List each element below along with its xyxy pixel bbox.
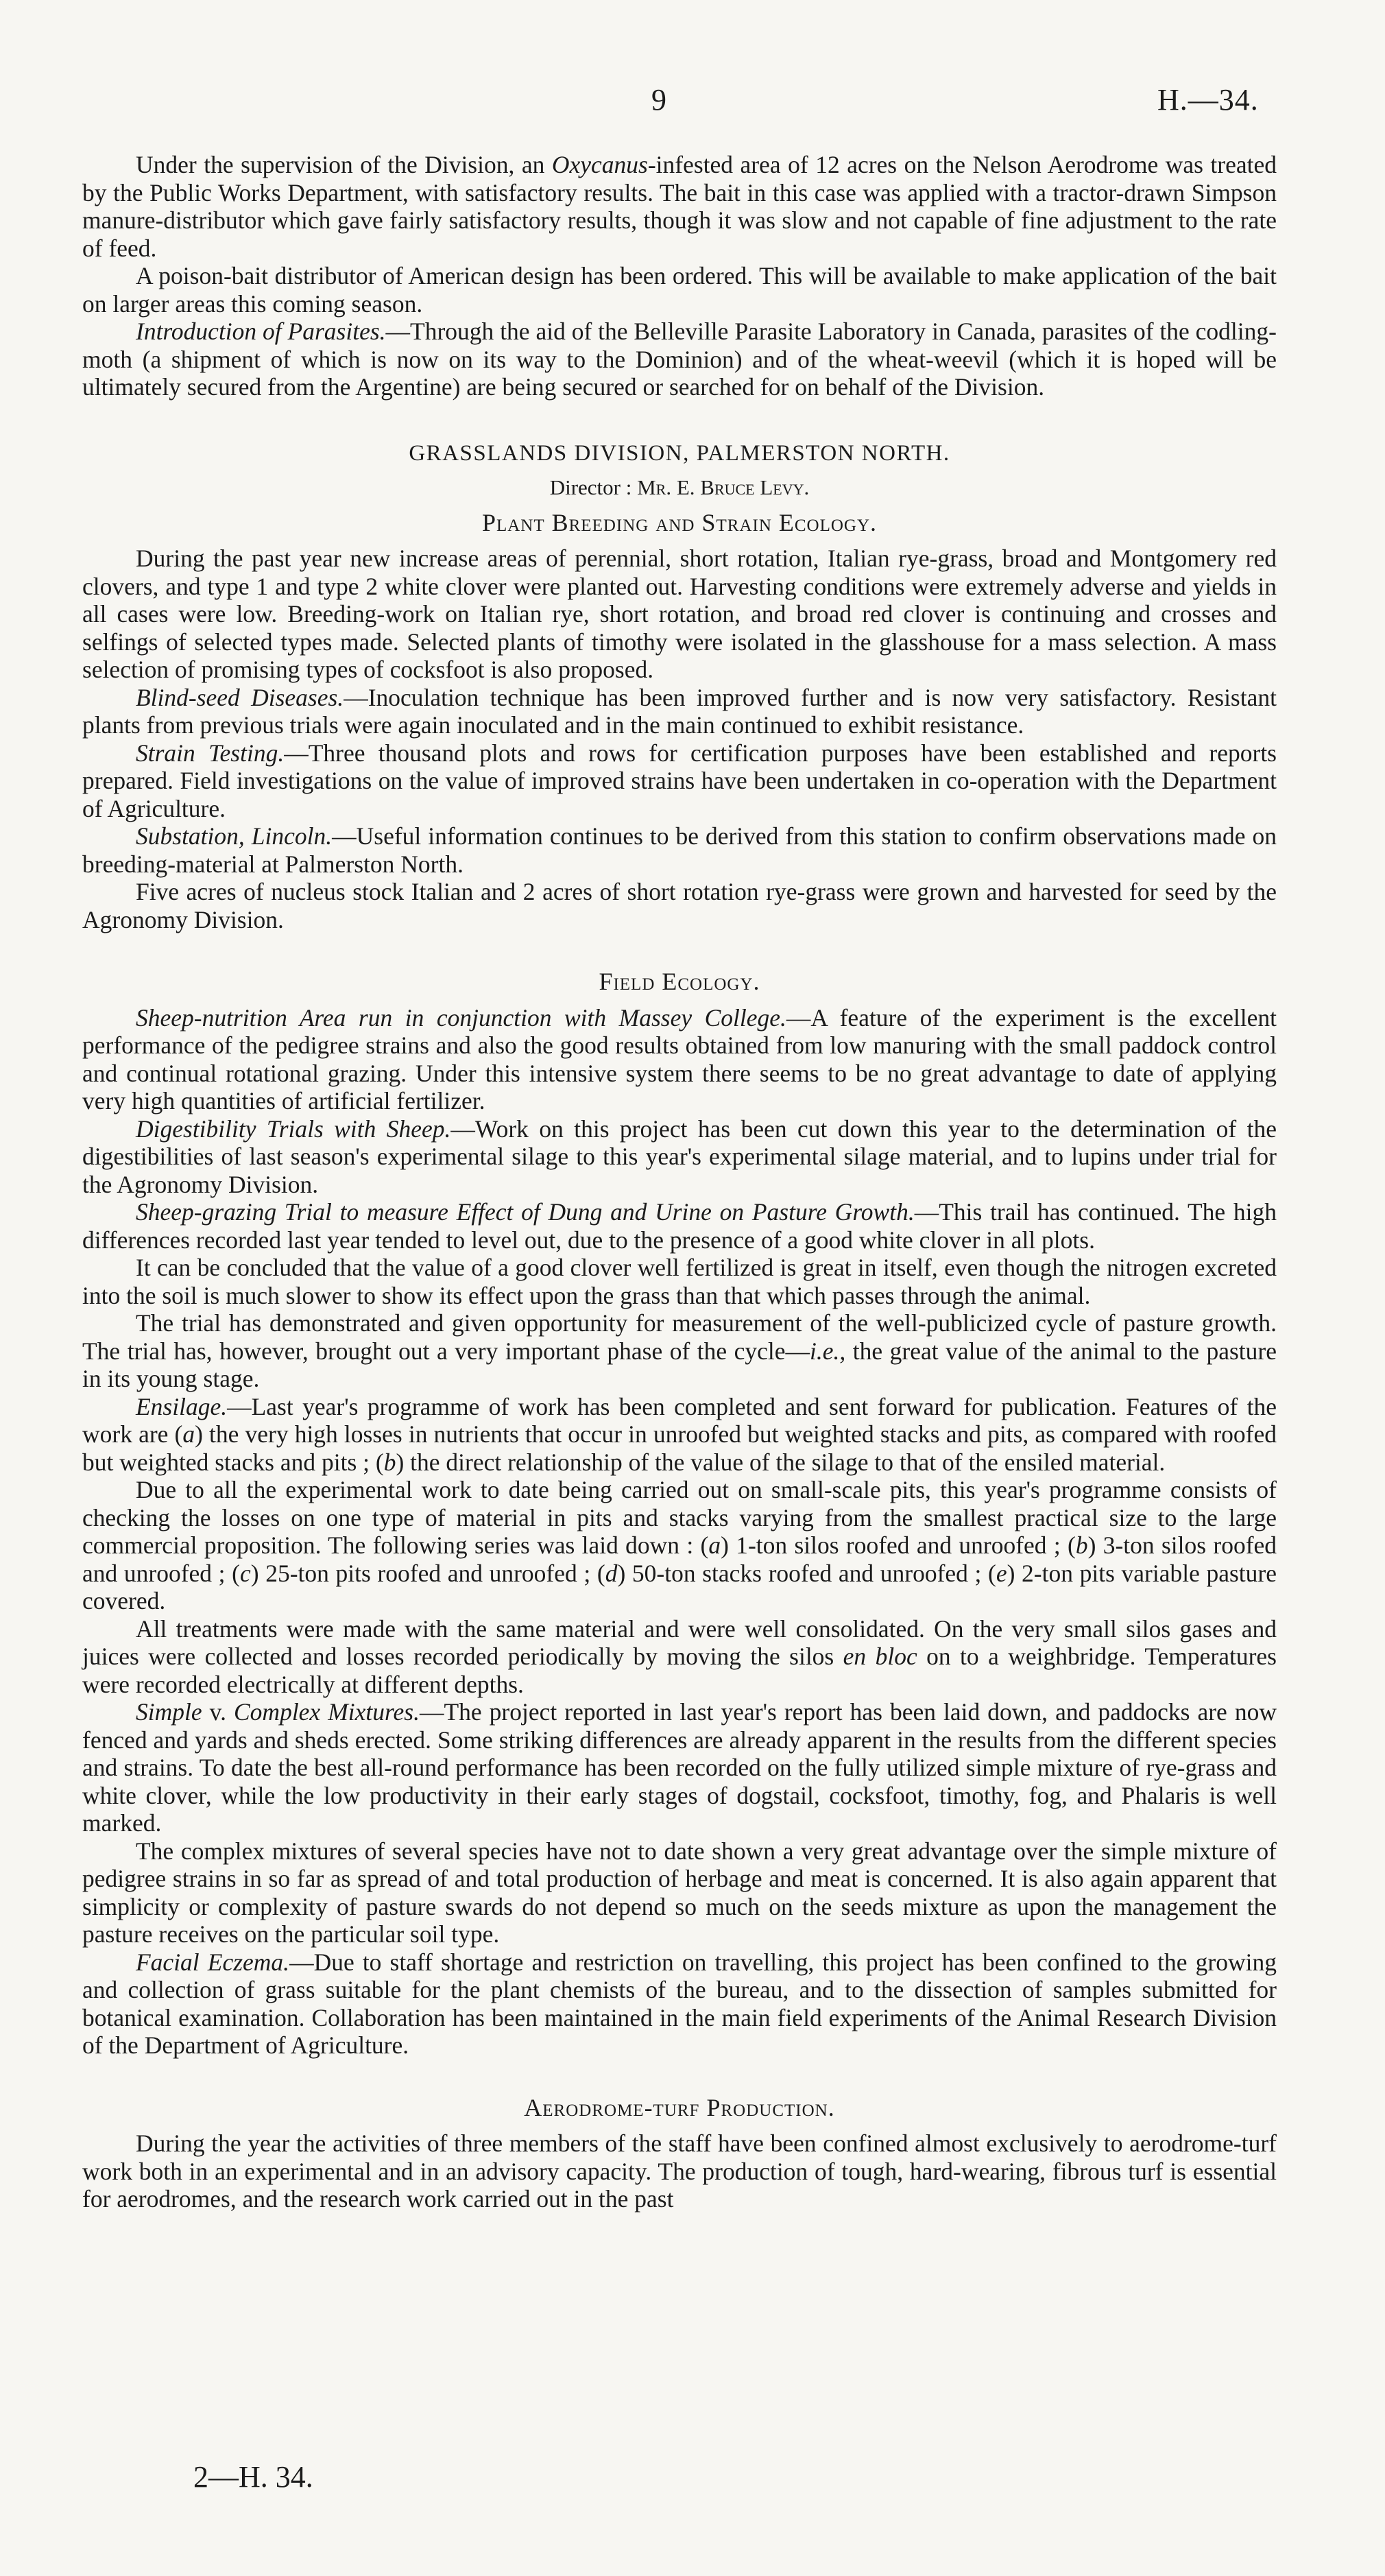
paragraph-clover-conclusion: It can be concluded that the value of a good clover well fertilized is great in itself, even though the nitrogen excreted into the soil is much slower to show its effect upon the grass than that which passes through the animal.: [82, 1254, 1277, 1309]
paragraph-aerodrome: During the year the activities of three members of the staff have been confined almost exclusively to aerodrome-turf work both in an experimental and in an advisory capacity. The production of tough, hard-wearing, fibrous turf is essential for aerodromes, and the research work carried out in the past: [82, 2130, 1277, 2213]
heading-aerodrome-turf: Aerodrome-turf Production.: [524, 2093, 835, 2121]
paragraph-programme: Due to all the experimental work to date being carried out on small-scale pits, this year's programme consists of checking the losses on one type of material in pits and stacks varying from the smallest practical size to the large commercial proposition. The following series was laid down : (a) 1-ton silos roofed and unroofed ; (b) 3-ton silos roofed and unroofed ; (c) 25-ton pits roofed and unroofed ; (d) 50-ton stacks roofed and unroofed ; (e) 2-ton pits variable pasture covered.: [82, 1476, 1277, 1614]
paragraph-ensilage: Ensilage.—Last year's programme of work has been completed and sent forward for publication. Features of the work are (a) the very high losses in nutrients that occur in unroofed but weighted stacks and pits, as compared with roofed but weighted stacks and pits ; (b) the direct relationship of the value of the silage to that of the ensiled material.: [82, 1392, 1277, 1476]
paragraph-nucleus-stock: Five acres of nucleus stock Italian and 2 acres of short rotation rye-grass were grown and harvested for seed by the Agronomy Division.: [82, 878, 1277, 933]
paragraph-facial-eczema: Facial Eczema.—Due to staff shortage and restriction on travelling, this project has been confined to the growing and collection of grass suitable for the plant chemists of the bureau, and to the dissection of samples submitted for botanical examination. Collaboration has been maintained in the main field experiments of the Animal Research Division of the Department of Agriculture.: [82, 1948, 1277, 2059]
paragraph-poison-bait: A poison-bait distributor of American design has been ordered. This will be available to make application of the bait on larger areas this coming season.: [82, 262, 1277, 318]
paragraph-sheep-nutrition: Sheep-nutrition Area run in conjunction with Massey College.—A feature of the experiment is the excellent performance of the pedigree strains and also the good results obtained from low manuring with the small paddock control and continual rotational grazing. Under this intensive system there seems to be no great advantage to date of applying very high quantities of artificial fertilizer.: [82, 1003, 1277, 1114]
signature-mark: 2—H. 34.: [193, 2460, 313, 2494]
paragraph-new-increase: During the past year new increase areas of perennial, short rotation, Italian rye-grass, broad and Montgomery red clovers, and type 1 and type 2 white clover were planted out. Harvesting conditions were extremely adverse and yields in all cases were low. Breeding-work on Italian rye, short rotation, and broad red clover is continuing and crosses and selfings of selected types made. Selected plants of timothy were isolated in the glasshouse for a mass selection. A mass selection of promising types of cocksfoot is also proposed.: [82, 545, 1277, 683]
heading-field-ecology: Field Ecology.: [599, 968, 760, 995]
paragraph-digestibility: Digestibility Trials with Sheep.—Work on this project has been cut down this year to the determination of the digestibilities of last season's experimental silage to this year's experimental silage material, and to lupins under trial for the Agronomy Division.: [82, 1114, 1277, 1198]
page-number: 9: [651, 83, 666, 117]
document-body: [82, 151, 1277, 2213]
paragraph-strain-testing: Strain Testing.—Three thousand plots and rows for certification purposes have been established and reports prepared. Field investigations on the value of improved strains have been undertaken in co-operation with the Department of Agriculture.: [82, 739, 1277, 822]
paragraph-parasites: Introduction of Parasites.—Through the aid of the Belleville Parasite Laboratory in Canada, parasites of the codling-moth (a shipment of which is now on its way to the Dominion) and of the wheat-weevil (which it is hoped will be ultimately secured from the Argentine) are being secured or searched for on behalf of the Division.: [82, 318, 1277, 401]
director-line: Director : Mr. E. Bruce Levy.: [549, 475, 810, 499]
paragraph-simple-complex: Simple v. Complex Mixtures.—The project reported in last year's report has been laid down, and paddocks are now fenced and yards and sheds erected. Some striking differences are already apparent in the results from the different species and strains. To date the best all-round performance has been recorded on the fully utilized simple mixture of rye-grass and white clover, while the low productivity in their early stages of dogstail, cocksfoot, timothy, fog, and Phalaris is well marked.: [82, 1698, 1277, 1837]
heading-plant-breeding: Plant Breeding and Strain Ecology.: [481, 508, 878, 536]
paragraph-pasture-cycle: The trial has demonstrated and given opportunity for measurement of the well-publicized cycle of pasture growth. The trial has, however, brought out a very important phase of the cycle—i.e., the great value of the animal to the pasture in its young stage.: [82, 1309, 1277, 1392]
paragraph-substation: Substation, Lincoln.—Useful information continues to be derived from this station to confirm observations made on breeding-material at Palmerston North.: [82, 822, 1277, 878]
paragraph-oxycanus: Under the supervision of the Division, an Oxycanus-infested area of 12 acres on the Nelson Aerodrome was treated by the Public Works Department, with satisfactory results. The bait in this case was applied with a tractor-drawn Simpson manure-distributor which gave fairly satisfactory results, though it was slow and not capable of fine adjustment to the rate of feed.: [82, 151, 1277, 262]
division-title: GRASSLANDS DIVISION, PALMERSTON NORTH.: [409, 440, 950, 466]
document-reference: H.—34.: [1157, 83, 1259, 117]
paragraph-treatments: All treatments were made with the same material and were well consolidated. On the very small silos gases and juices were collected and losses recorded periodically by moving the silos en bloc on to a weighbridge. Temperatures were recorded electrically at different depths.: [82, 1614, 1277, 1698]
paragraph-sheep-grazing: Sheep-grazing Trial to measure Effect of Dung and Urine on Pasture Growth.—This trail has continued. The high differences recorded last year tended to level out, due to the presence of a good white clover in all plots.: [82, 1198, 1277, 1254]
paragraph-complex-mixtures: The complex mixtures of several species have not to date shown a very great advantage over the simple mixture of pedigree strains in so far as spread of and total production of herbage and meat is concerned. It is also again apparent that simplicity or complexity of pasture swards do not depend so much on the seeds mixture as upon the management the pasture receives on the particular soil type.: [82, 1837, 1277, 1948]
paragraph-blind-seed: Blind-seed Diseases.—Inoculation technique has been improved further and is now very satisfactory. Resistant plants from previous trials were again inoculated and in the main continued to exhibit resistance.: [82, 683, 1277, 739]
